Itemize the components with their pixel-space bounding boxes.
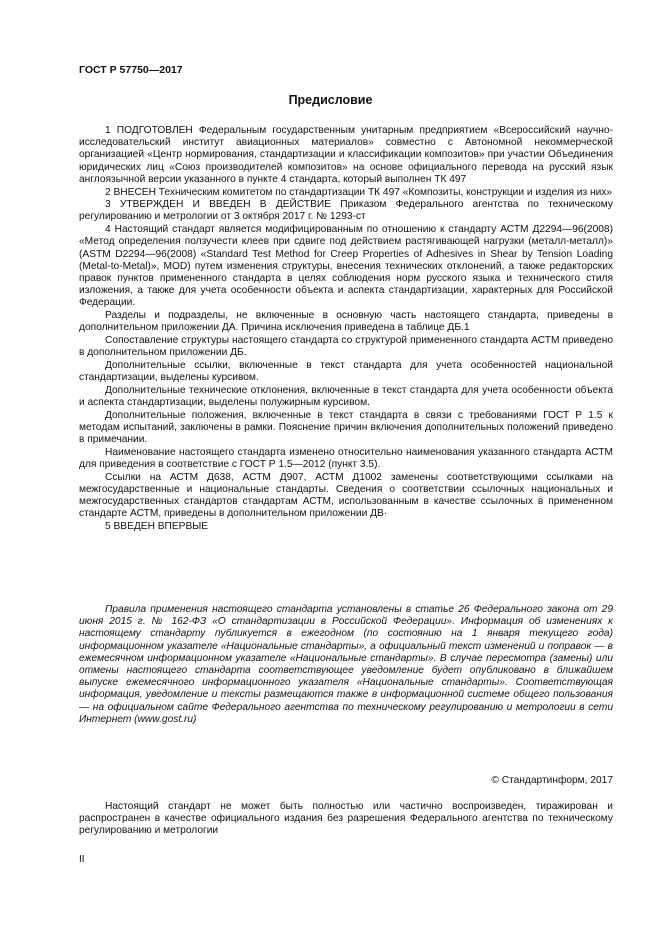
paragraph-prepared: 1 ПОДГОТОВЛЕН Федеральным государственным унитарным предприятием «Всероссийский научно-исследовательский институт авиационных материалов» совместно с Автономной некоммерческой организацией «Центр нормирования, стандартизации и классификации композитов» при участии Объединения юридических лиц «Союз производителей композитов» на основе официального перевода на русский язык англоязычной версии указанного в пункте 4 стандарта, который выполнен ТК 497 <box>79 125 613 185</box>
foreword-body <box>79 125 613 533</box>
page-title: Предисловие <box>288 93 373 107</box>
paragraph-approved: 3 УТВЕРЖДЕН И ВВЕДЕН В ДЕЙСТВИЕ Приказом Федерального агентства по техническому регулированию и метрологии от 3 октября 2017 г. № 1293-ст <box>79 199 613 223</box>
reproduction-text: Настоящий стандарт не может быть полностью или частично воспроизведен, тиражирован и распространен в качестве официального издания без разрешения Федерального агентства по техническому регулированию и метрологии <box>79 801 613 837</box>
paragraph-submitted: 2 ВНЕСЕН Техническим комитетом по стандартизации ТК 497 «Композиты, конструкции и изделия из них» <box>105 186 613 198</box>
paragraph-deviations: Дополнительные технические отклонения, включенные в текст стандарта для учета особенности объекта и аспекта стандартизации, выделены полужирным курсивом. <box>79 384 613 408</box>
paragraph-structure: Сопоставление структуры настоящего стандарта со структурой примененного стандарта АСТМ приведено в дополнительном приложении ДБ. <box>79 334 613 359</box>
paragraph-links: Ссылки на АСТМ Д638, АСТМ Д907, АСТМ Д1002 заменены соответствующими ссылками на межгосударственные и национальные стандарты. Сведения о соответствии ссылочных национальных и межгосударственных стандартов стандартам АСТМ, использованным в качестве ссылочных в примененном стандарте АСТМ, приведены в дополнительном приложении ДВ· <box>79 471 613 520</box>
paragraph-modified: 4 Настоящий стандарт является модифицированным по отношению к стандарту АСТМ Д2294—96(2008) «Метод определения ползучести клеев при сдвиге под действием растягивающей нагрузки (металл-металл)» (ASTM D2294—96(2008) «Standard Test Method for Creep Properties of Adhesives in Shear by Tension Loading (Metal-to-Metal)», MOD) путем изменения структуры, внесения технических отклонений, а также редакторских правок пунктов примененного стандарта в целях соблюдения норм русского языка и технического стиля изложения, а также для учета особенности объекта и аспекта стандартизации, характерных для Российской Федерации. <box>79 224 613 309</box>
paragraph-references: Дополнительные ссылки, включенные в текст стандарта для учета особенностей национальной стандартизации, выделены курсивом. <box>79 359 613 384</box>
standard-id: ГОСТ Р 57750—2017 <box>79 64 183 76</box>
paragraph-sections: Разделы и подразделы, не включенные в основную часть настоящего стандарта, приведены в дополнительном приложении ДА. Причина исключения приведена в таблице ДБ.1 <box>79 310 613 334</box>
notice-text: Правила применения настоящего стандарта установлены в статье 26 Федерального закона от 29 июня 2015 г. № 162-ФЗ «О стандартизации в Российской Федерации». Информация об изменениях к настоящему стандарту публикуется в ежегодном (по состоянию на 1 января текущего года) информационном указателе «Национальные стандарты», а официальный текст изменений и поправок — в ежемесячном информационном указателе «Национальные стандарты». В случае пересмотра (замены) или отмены настоящего стандарта соответствующее уведомление будет опубликовано в ближайшем выпуске ежемесячного информационного указателя «Национальные стандарты». Соответствующая информация, уведомление и тексты размещаются также в информационной системе общего пользования — на официальном сайте Федерального агентства по техническому регулированию и метрологии в сети Интернет (www.gost.ru) <box>79 604 613 725</box>
page-number: II <box>79 854 85 865</box>
reproduction-notice <box>79 801 613 838</box>
paragraph-provisions: Дополнительные положения, включенные в текст стандарта в связи с требованиями ГОСТ Р 1.5 к методам испытаний, заключены в рамки. Пояснение причин включения дополнительных положений приведено в примечании. <box>79 409 613 446</box>
copyright: © Стандартинформ, 2017 <box>491 775 613 786</box>
rules-notice <box>79 604 613 726</box>
paragraph-introduced: 5 ВВЕДЕН ВПЕРВЫЕ <box>105 521 209 532</box>
paragraph-name-change: Наименование настоящего стандарта изменено относительно наименования указанного стандарта АСТМ для приведения в соответствие с ГОСТ Р 1.5—2012 (пункт 3.5). <box>79 446 613 470</box>
